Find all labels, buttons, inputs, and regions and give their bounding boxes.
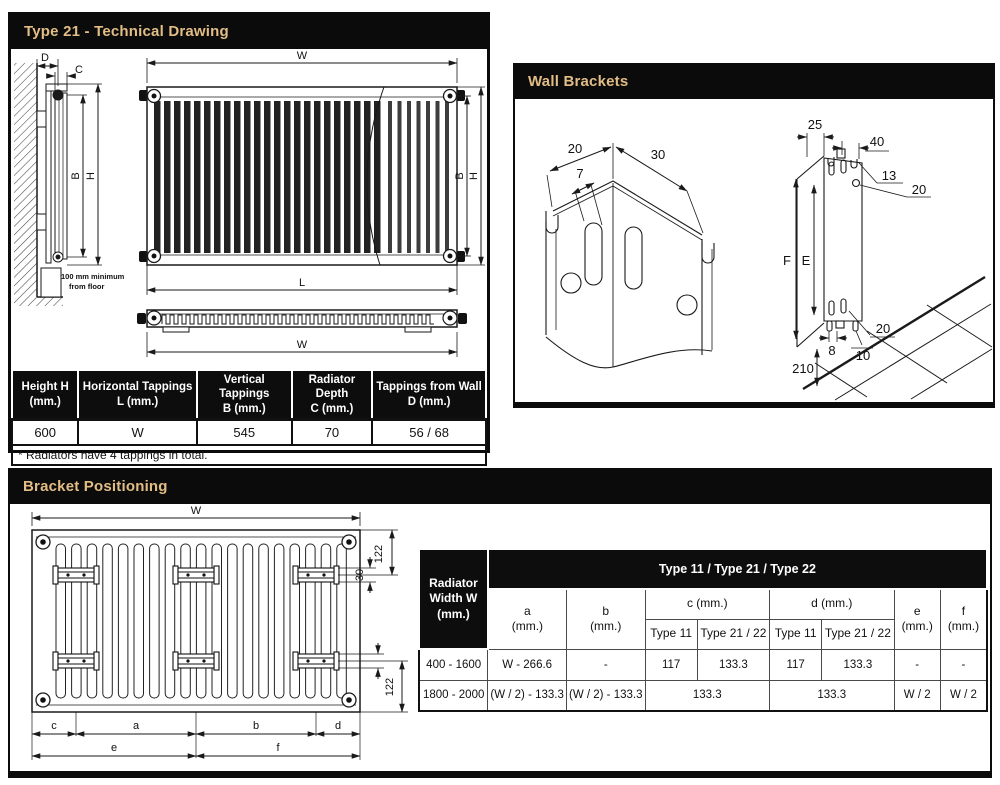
dim-label-20-bottom: 20 <box>875 321 891 336</box>
spec-value-vertical: 545 <box>197 420 292 445</box>
radiator-front-view-drawing <box>127 49 487 299</box>
dim-label-d: d <box>334 720 342 732</box>
floor-note-line1: 100 mm minimum <box>61 272 125 281</box>
cell-a: (W / 2) - 133.3 <box>488 680 567 711</box>
positioning-row-1800-2000 <box>419 680 987 711</box>
cell-c-type11: 117 <box>645 649 697 680</box>
dim-label-h: H <box>468 172 480 180</box>
cell-f: - <box>940 649 987 680</box>
iso-bracket <box>546 181 714 368</box>
floor-tiles <box>803 277 992 400</box>
radiator-top-view-drawing <box>127 299 487 363</box>
cell-c: 133.3 <box>645 680 769 711</box>
cell-d-type11: 117 <box>770 649 822 680</box>
cell-f: W / 2 <box>940 680 987 711</box>
cell-a: W - 266.6 <box>488 649 567 680</box>
spec-header-row <box>12 370 486 420</box>
cell-width: 1800 - 2000 <box>419 680 488 711</box>
spec-value-row <box>12 420 486 445</box>
dim-label-122-top: 122 <box>373 544 385 564</box>
positioning-table <box>418 548 988 712</box>
radiator-top-body <box>137 310 467 332</box>
front-bracket <box>797 149 862 347</box>
cell-e: W / 2 <box>894 680 940 711</box>
positioning-col-e: e (mm.) <box>894 589 940 649</box>
spec-col-tappings-wall: Tappings from Wall D (mm.) <box>372 370 486 420</box>
bracket-positioning-drawing <box>12 504 418 772</box>
dim-label-30: 30 <box>354 568 366 582</box>
positioning-sub-c-type11: Type 11 <box>645 619 697 649</box>
front-bracket-dims <box>783 117 931 386</box>
positioning-group-header: Type 11 / Type 21 / Type 22 <box>488 549 987 589</box>
spec-value-depth: 70 <box>292 420 373 445</box>
dim-label-e: E <box>801 253 811 268</box>
cell-width: 400 - 1600 <box>419 649 488 680</box>
dim-l <box>147 265 457 295</box>
spec-value-horizontal: W <box>78 420 197 445</box>
positioning-col-f: f (mm.) <box>940 589 987 649</box>
bracket-plate <box>293 566 339 584</box>
dim-label-d: D <box>41 52 49 64</box>
positioning-row-400-1600 <box>419 649 987 680</box>
dim-label-e: e <box>110 742 118 754</box>
positioning-col-radiator-width: Radiator Width W (mm.) <box>419 549 488 649</box>
dim-label-210: 210 <box>792 361 814 376</box>
wall-brackets-drawing <box>515 99 993 402</box>
bracket-positioning-body <box>10 504 990 772</box>
dim-label-20-top: 20 <box>911 182 927 197</box>
radiator-side-profile <box>37 84 67 263</box>
panel-technical-title: Type 21 - Technical Drawing <box>11 15 487 49</box>
dim-label-c: C <box>75 64 83 76</box>
dim-label-f: F <box>783 253 791 268</box>
cell-d: 133.3 <box>770 680 894 711</box>
dim-label-7: 7 <box>576 166 584 181</box>
dim-label-a: a <box>132 720 140 732</box>
dim-w-front <box>147 50 457 83</box>
dim-b-side <box>67 95 87 257</box>
spec-value-wall: 56 / 68 <box>372 420 486 445</box>
spec-col-vertical-tappings: Vertical Tappings B (mm.) <box>197 370 292 420</box>
positioning-col-d: d (mm.) <box>770 589 894 619</box>
positioning-sub-c-type2122: Type 21 / 22 <box>697 619 769 649</box>
spec-footnote: * Radiators have 4 tappings in total. <box>12 445 486 465</box>
front-fins <box>154 101 381 253</box>
bracket-plate <box>293 652 339 670</box>
radiator-side-view-drawing <box>11 51 129 309</box>
dim-label-l: L <box>298 277 306 289</box>
dim-label-c: c <box>51 720 57 732</box>
bracket-plate <box>53 566 99 584</box>
panel-technical-drawing <box>8 12 490 462</box>
dim-label-8: 8 <box>828 343 836 358</box>
panel-positioning-title: Bracket Positioning <box>10 470 990 504</box>
dim-label-w: W <box>296 50 308 62</box>
bracket-plate <box>53 652 99 670</box>
floor-note-line2: from floor <box>69 282 105 291</box>
wall-brackets-drawing-area <box>515 99 993 402</box>
bracket-plate <box>173 652 219 670</box>
positioning-col-a: a (mm.) <box>488 589 567 649</box>
cell-e: - <box>894 649 940 680</box>
spec-footnote-row <box>12 445 486 465</box>
floor-clearance-note <box>61 272 125 291</box>
dim-label-b: b <box>252 720 260 732</box>
dim-label-b: B <box>70 172 82 180</box>
dim-label-40: 40 <box>869 134 885 149</box>
dim-label-122-bottom: 122 <box>384 677 396 697</box>
floor-spacer-box <box>41 268 61 297</box>
dim-label-13: 13 <box>881 168 897 183</box>
bracket-plate <box>173 566 219 584</box>
spec-col-horizontal-tappings: Horizontal Tappings L (mm.) <box>78 370 197 420</box>
spec-value-height: 600 <box>12 420 78 445</box>
panel-bracket-positioning <box>8 468 992 778</box>
radiator-front-body <box>139 87 465 265</box>
dim-label-b: B <box>454 172 466 180</box>
dim-label-25: 25 <box>807 117 823 132</box>
cell-c-type2122: 133.3 <box>697 649 769 680</box>
break-wave <box>546 337 712 368</box>
cell-b: (W / 2) - 133.3 <box>566 680 645 711</box>
cell-b: - <box>566 649 645 680</box>
cell-d-type2122: 133.3 <box>822 649 894 680</box>
iso-dims <box>547 141 703 233</box>
positioning-col-c: c (mm.) <box>645 589 769 619</box>
panel-brackets-title: Wall Brackets <box>515 65 993 99</box>
dim-label-10: 10 <box>855 348 871 363</box>
spec-col-depth: Radiator Depth C (mm.) <box>292 370 373 420</box>
positioning-col-b: b (mm.) <box>566 589 645 649</box>
panel-wall-brackets <box>513 63 995 408</box>
dim-label-w: W <box>296 339 308 351</box>
dim-label-f: f <box>276 742 280 754</box>
dim-w-top <box>147 332 457 357</box>
dim-w <box>32 505 360 526</box>
dim-label-30: 30 <box>650 147 666 162</box>
dim-label-h: H <box>85 172 97 180</box>
dim-label-20: 20 <box>567 141 583 156</box>
positioning-sub-d-type2122: Type 21 / 22 <box>822 619 894 649</box>
positioning-sub-d-type11: Type 11 <box>770 619 822 649</box>
dim-label-w: W <box>190 505 202 517</box>
technical-drawing-area <box>11 49 487 369</box>
spec-col-height: Height H (mm.) <box>12 370 78 420</box>
positioning-table-wrap <box>418 548 988 712</box>
radiator-rear-body <box>32 530 360 712</box>
spec-table <box>11 369 487 466</box>
